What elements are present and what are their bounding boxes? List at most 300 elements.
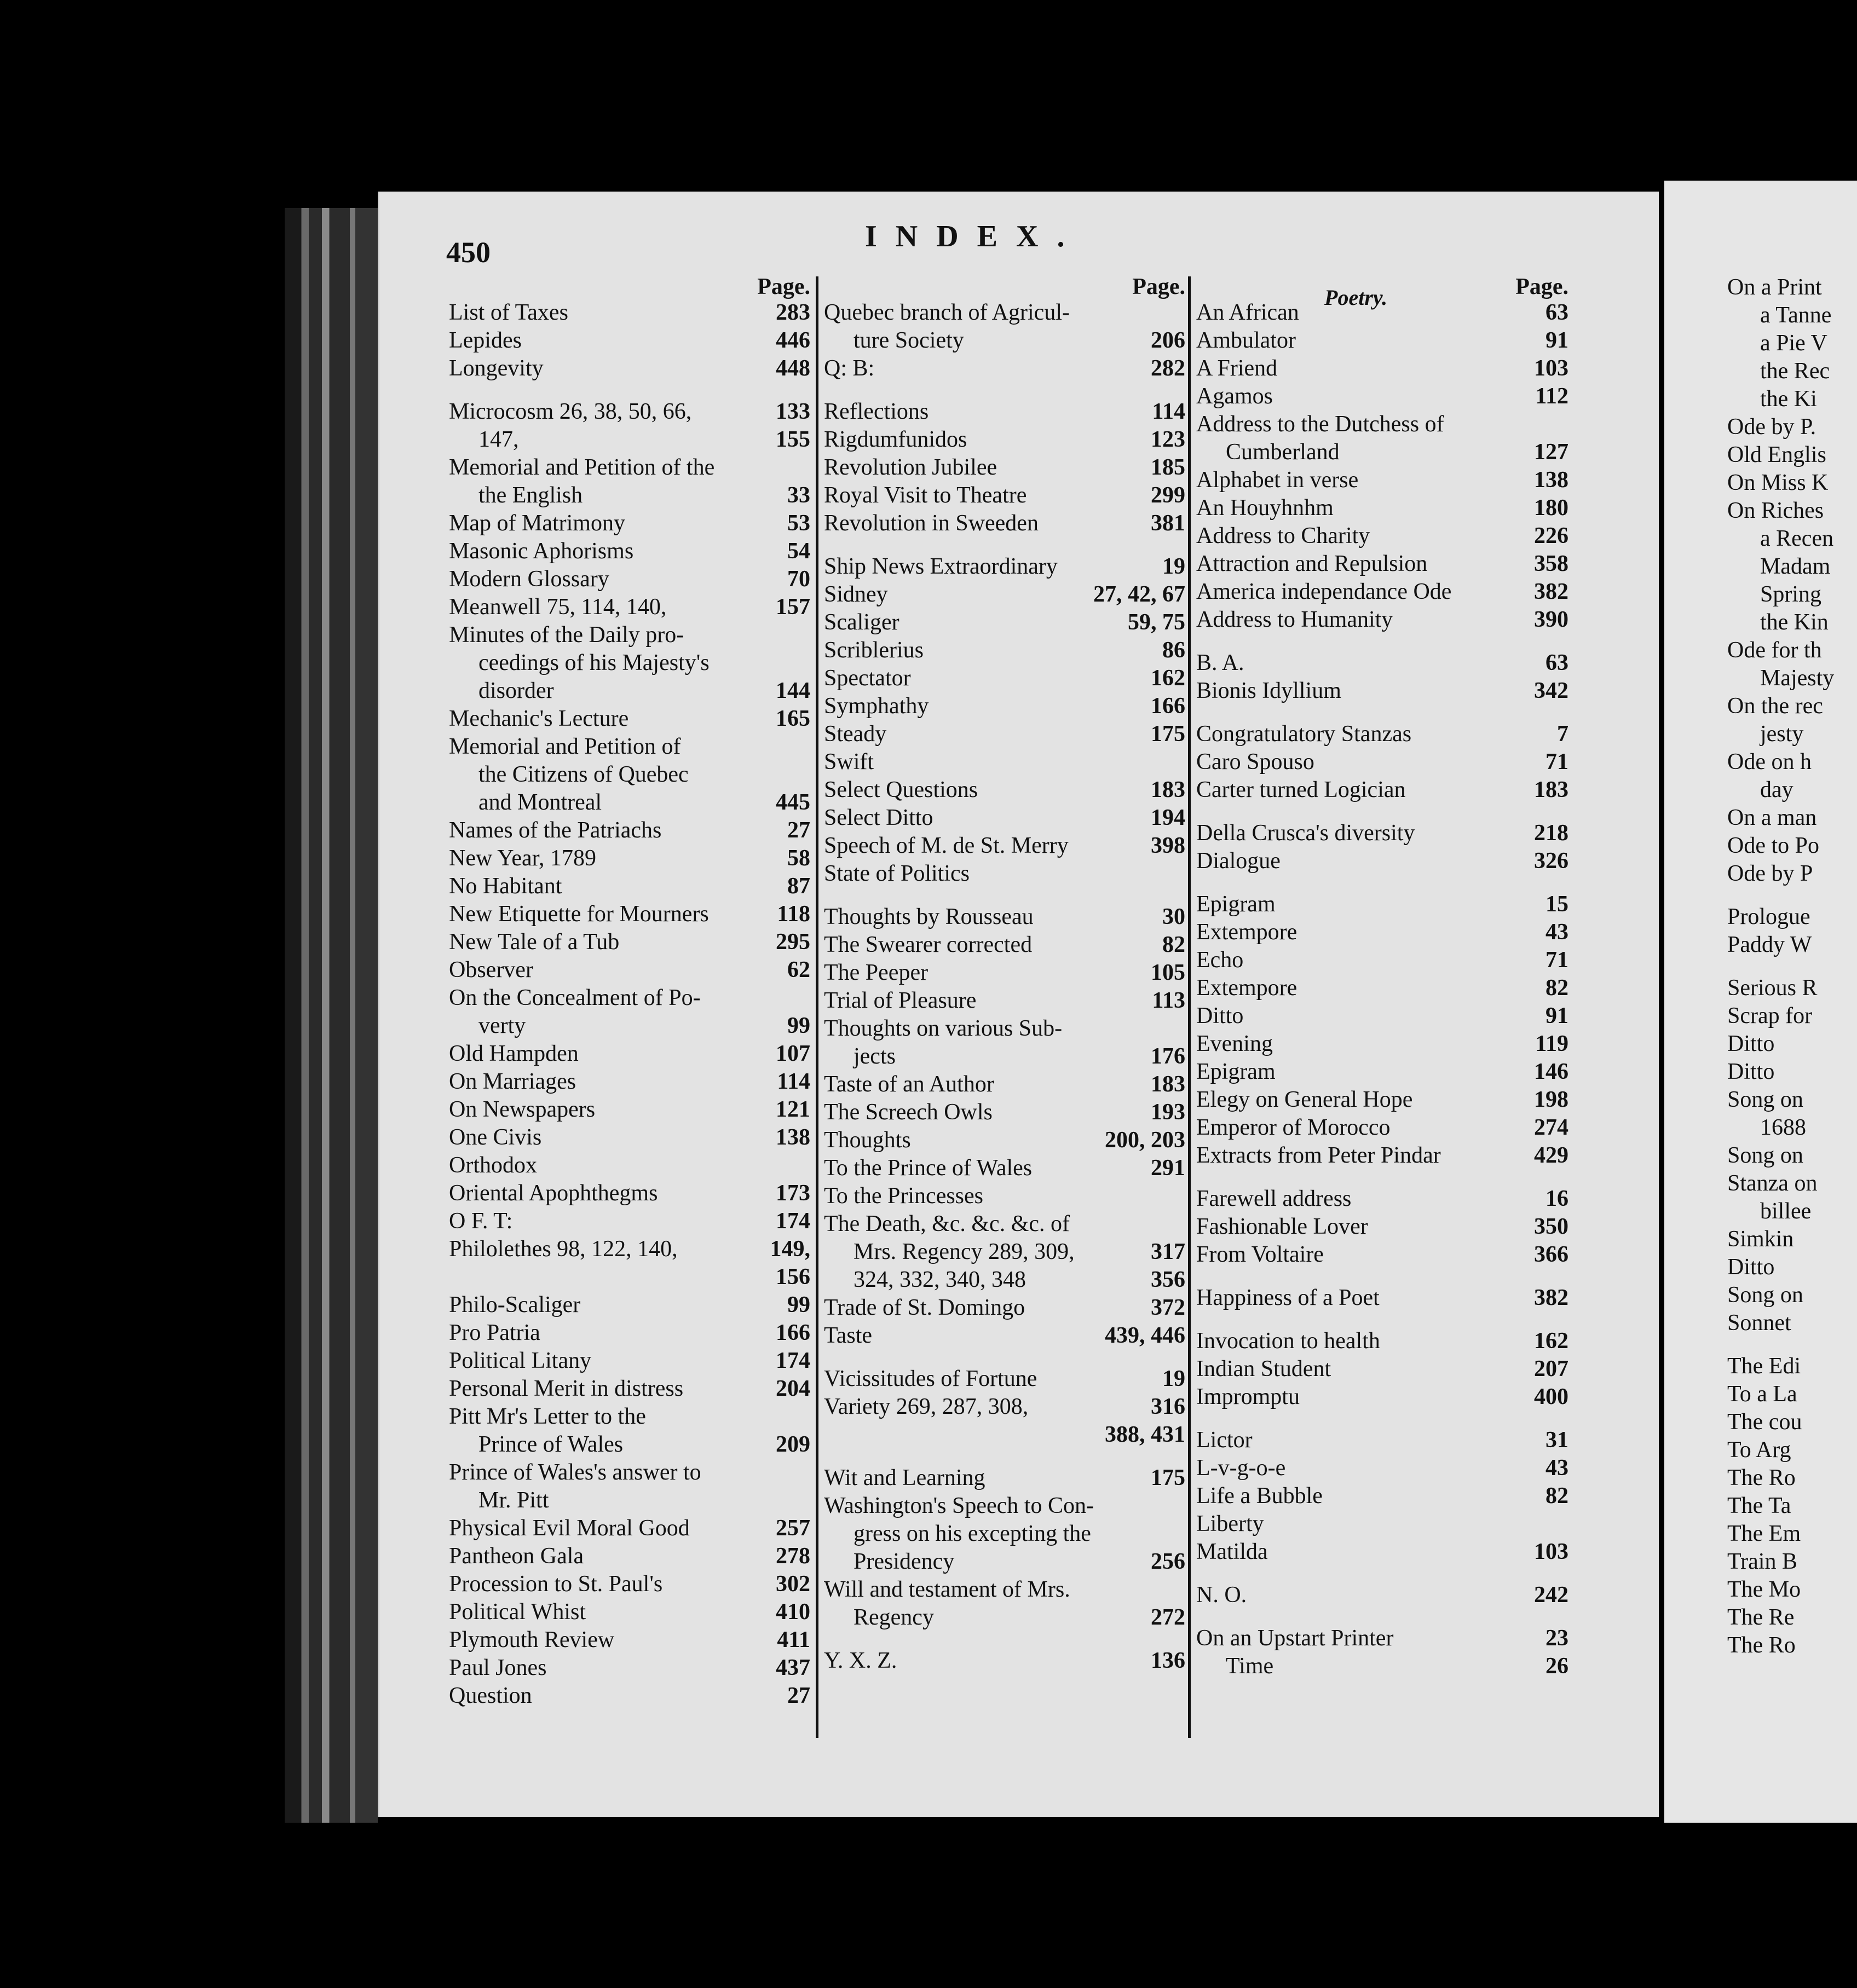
index-entry	[1196, 649, 1568, 677]
index-entry	[1196, 1426, 1568, 1454]
entry-page-ref: 316	[1151, 1394, 1185, 1419]
facing-page-line: Madam	[1760, 554, 1831, 579]
index-column-3-poetry	[1196, 274, 1568, 1680]
entry-page-ref: 437	[776, 1655, 810, 1680]
entry-page-ref: 429	[1534, 1143, 1568, 1168]
entry-page-ref: 183	[1151, 1072, 1185, 1097]
entry-page-ref: 149,	[770, 1236, 810, 1262]
entry-title: Impromptu	[1196, 1384, 1300, 1409]
index-entry	[449, 1431, 810, 1459]
entry-title: On the Concealment of Po-	[449, 985, 701, 1010]
entry-title: Scaliger	[824, 610, 899, 635]
index-entry	[1196, 494, 1568, 522]
entry-page-ref: 114	[1152, 399, 1185, 424]
index-entry	[449, 1152, 810, 1180]
facing-page-line: Ditto	[1727, 1255, 1775, 1280]
index-entry	[824, 860, 1185, 888]
facing-page-line: Ode to Po	[1727, 833, 1819, 858]
entry-page-ref: 448	[776, 356, 810, 381]
entry-title: Fashionable Lover	[1196, 1214, 1368, 1239]
entry-page-ref: 256	[1151, 1549, 1185, 1574]
facing-page-line: Stanza on	[1727, 1171, 1818, 1196]
entry-page-ref: 198	[1534, 1087, 1568, 1112]
index-entry	[1196, 974, 1568, 1002]
entry-title: Extracts from Peter Pindar	[1196, 1143, 1441, 1168]
index-entry	[824, 1520, 1185, 1548]
entry-title: Vicissitudes of Fortune	[824, 1366, 1037, 1391]
entry-page-ref: 291	[1151, 1155, 1185, 1181]
entry-title: Address to the Dutchess of	[1196, 412, 1444, 437]
entry-page-ref: 388, 431	[1105, 1422, 1185, 1447]
index-entry	[1196, 1581, 1568, 1609]
entry-page-ref: 439, 446	[1105, 1323, 1185, 1348]
entry-title: The Peeper	[824, 960, 928, 985]
section-heading: Poetry.	[1324, 285, 1388, 310]
entry-title: Attraction and Repulsion	[1196, 551, 1428, 576]
entry-title: The Death, &c. &c. &c. of	[824, 1211, 1070, 1236]
facing-page-line: To Arg	[1727, 1437, 1791, 1463]
index-entry	[1196, 1482, 1568, 1510]
entry-title: Elegy on General Hope	[1196, 1087, 1413, 1112]
entry-title: Minutes of the Daily pro-	[449, 622, 684, 648]
column-header	[449, 274, 810, 299]
entry-page-ref: 218	[1534, 820, 1568, 846]
index-entry	[1196, 606, 1568, 634]
entry-page-ref: 54	[787, 539, 810, 564]
index-entry	[824, 1576, 1185, 1604]
entry-title: Steady	[824, 721, 887, 747]
entry-title: Oriental Apophthegms	[449, 1181, 658, 1206]
entry-title: ture Society	[853, 328, 964, 353]
index-entry	[824, 299, 1185, 327]
entry-title: Emperor of Morocco	[1196, 1115, 1391, 1140]
index-entry	[824, 1154, 1185, 1182]
index-entry	[824, 1393, 1185, 1421]
index-entry	[449, 565, 810, 593]
entry-title: Agamos	[1196, 384, 1273, 409]
index-entry	[449, 454, 810, 482]
index-entry	[449, 789, 810, 817]
entry-title: New Tale of a Tub	[449, 929, 620, 955]
entry-page-ref: 156	[776, 1264, 810, 1290]
entry-title: Address to Humanity	[1196, 607, 1393, 632]
index-entry	[824, 832, 1185, 860]
facing-page-line: Simkin	[1727, 1227, 1794, 1252]
entry-title: Paul Jones	[449, 1655, 547, 1680]
index-entry	[824, 776, 1185, 804]
entry-title: Will and testament of Mrs.	[824, 1577, 1070, 1602]
index-entry	[1196, 1327, 1568, 1355]
index-entry	[1196, 1510, 1568, 1538]
index-entry	[1196, 383, 1568, 411]
index-entry	[824, 1266, 1185, 1294]
entry-title: New Etiquette for Mourners	[449, 901, 709, 927]
entry-page-ref: 23	[1545, 1626, 1568, 1651]
entry-title: verty	[478, 1013, 526, 1038]
facing-page-line: The Ta	[1727, 1493, 1791, 1518]
entry-page-ref: 155	[776, 427, 810, 452]
index-entry	[824, 637, 1185, 664]
entry-title: State of Politics	[824, 861, 970, 886]
entry-page-ref: 71	[1545, 749, 1568, 775]
index-entry	[824, 931, 1185, 959]
entry-page-ref: 162	[1534, 1328, 1568, 1354]
entry-title: Personal Merit in distress	[449, 1376, 684, 1401]
entry-page-ref: 162	[1151, 666, 1185, 691]
entry-page-ref: 82	[1545, 1483, 1568, 1509]
entry-page-ref: 175	[1151, 1465, 1185, 1490]
entry-title: Pro Patria	[449, 1320, 540, 1345]
entry-page-ref: 91	[1545, 328, 1568, 353]
facing-page-line: Serious R	[1727, 975, 1818, 1001]
entry-page-ref: 19	[1162, 554, 1185, 579]
index-entry	[824, 327, 1185, 355]
index-entry	[449, 1207, 810, 1235]
entry-title: An Houyhnhm	[1196, 495, 1334, 521]
entry-page-ref: 103	[1534, 356, 1568, 381]
entry-page-ref: 138	[1534, 467, 1568, 493]
index-entry	[824, 553, 1185, 581]
entry-title: disorder	[478, 678, 554, 703]
index-entry	[824, 664, 1185, 692]
entry-title: Epigram	[1196, 1059, 1276, 1084]
entry-page-ref: 19	[1162, 1366, 1185, 1391]
entry-title: Y. X. Z.	[824, 1648, 897, 1673]
entry-page-ref: 144	[776, 678, 810, 703]
index-entry	[1196, 522, 1568, 550]
entry-title: 324, 332, 340, 348	[853, 1267, 1026, 1292]
entry-title: Swift	[824, 749, 874, 775]
facing-page-line: the Rec	[1760, 359, 1830, 384]
entry-page-ref: 27	[787, 818, 810, 843]
index-entry	[449, 872, 810, 900]
entry-title: Della Crusca's diversity	[1196, 820, 1415, 846]
facing-page-line: a Recen	[1760, 526, 1834, 551]
entry-title: Revolution Jubilee	[824, 455, 997, 480]
entry-page-ref: 207	[1534, 1356, 1568, 1382]
index-entry	[824, 1548, 1185, 1576]
entry-title: Bionis Idyllium	[1196, 678, 1341, 703]
entry-page-ref: 226	[1534, 523, 1568, 548]
entry-title: Trial of Pleasure	[824, 988, 977, 1013]
entry-title: Pitt Mr's Letter to the	[449, 1404, 646, 1429]
entry-title: Evening	[1196, 1031, 1273, 1056]
index-entry	[1196, 748, 1568, 776]
index-entry	[1196, 776, 1568, 804]
facing-page-line: On a Print	[1727, 275, 1822, 300]
index-entry	[824, 748, 1185, 776]
entry-page-ref: 165	[776, 706, 810, 731]
entry-page-ref: 295	[776, 929, 810, 955]
entry-title: Address to Charity	[1196, 523, 1370, 548]
entry-page-ref: 372	[1151, 1295, 1185, 1320]
entry-title: Ditto	[1196, 1003, 1244, 1028]
entry-page-ref: 356	[1151, 1267, 1185, 1292]
entry-page-ref: 299	[1151, 483, 1185, 508]
index-entry	[449, 1515, 810, 1542]
entry-page-ref: 121	[776, 1097, 810, 1122]
index-entry	[1196, 1058, 1568, 1086]
entry-page-ref: 15	[1545, 892, 1568, 917]
index-entry	[449, 1319, 810, 1347]
index-entry	[824, 692, 1185, 720]
index-entry	[824, 581, 1185, 609]
entry-title: Farewell address	[1196, 1186, 1352, 1211]
entry-title: Extempore	[1196, 975, 1297, 1001]
entry-page-ref: 63	[1545, 300, 1568, 325]
index-entry	[449, 705, 810, 733]
index-entry	[824, 1043, 1185, 1071]
entry-title: ceedings of his Majesty's	[478, 650, 710, 675]
entry-title: Speech of M. de St. Merry	[824, 833, 1069, 858]
index-entry	[1196, 891, 1568, 918]
facing-page-line: Train B	[1727, 1549, 1797, 1574]
index-entry	[824, 482, 1185, 510]
index-entry	[1196, 466, 1568, 494]
facing-page-line: Paddy W	[1727, 932, 1812, 957]
facing-page-line: Ode by P.	[1727, 414, 1816, 440]
index-entry	[824, 426, 1185, 454]
index-entry	[824, 1421, 1185, 1449]
facing-page-line: a Tanne	[1760, 303, 1832, 328]
entry-title: Political Litany	[449, 1348, 592, 1373]
entry-title: Thoughts on various Sub-	[824, 1016, 1063, 1041]
index-entry	[449, 1403, 810, 1431]
index-entry	[449, 621, 810, 649]
index-entry	[824, 1294, 1185, 1322]
entry-page-ref: 173	[776, 1181, 810, 1206]
entry-title: New Year, 1789	[449, 846, 596, 871]
entry-page-ref: 43	[1545, 920, 1568, 945]
facing-page-line: On the rec	[1727, 694, 1823, 719]
section-heading	[449, 285, 757, 296]
entry-title: Memorial and Petition of	[449, 734, 681, 759]
entry-title: Echo	[1196, 947, 1244, 973]
entry-title: Longevity	[449, 356, 544, 381]
facing-page-line: Ode by P	[1727, 861, 1813, 886]
entry-page-ref: 381	[1151, 511, 1185, 536]
index-entry	[449, 510, 810, 538]
entry-title: Mrs. Regency 289, 309,	[853, 1239, 1075, 1264]
facing-page-line: The cou	[1727, 1409, 1802, 1435]
entry-title: Philolethes 98, 122, 140,	[449, 1236, 678, 1262]
entry-page-ref: 33	[787, 483, 810, 508]
facing-page-line: jesty	[1760, 721, 1804, 747]
column-header	[1196, 274, 1568, 310]
entry-title: Taste of an Author	[824, 1072, 994, 1097]
index-entry	[1196, 327, 1568, 355]
index-column-2	[824, 274, 1185, 1675]
facing-page-line: Scrap for	[1727, 1003, 1813, 1028]
entry-page-ref: 133	[776, 399, 810, 424]
entry-page-ref: 410	[776, 1599, 810, 1625]
entry-title: Q: B:	[824, 356, 875, 381]
entry-title: Prince of Wales	[478, 1432, 624, 1457]
index-entry	[449, 1682, 810, 1710]
index-entry	[449, 1375, 810, 1403]
index-entry	[824, 1604, 1185, 1632]
entry-page-ref: 398	[1151, 833, 1185, 858]
entry-title: Quebec branch of Agricul-	[824, 300, 1070, 325]
entry-title: the Citizens of Quebec	[478, 762, 689, 787]
entry-title: Political Whist	[449, 1599, 586, 1625]
entry-page-ref: 99	[787, 1292, 810, 1317]
index-entry	[449, 538, 810, 565]
page-column-label: Page.	[757, 274, 810, 299]
index-entry	[824, 987, 1185, 1015]
facing-page-line: Song on	[1727, 1143, 1803, 1168]
index-entry	[1196, 847, 1568, 875]
entry-page-ref: 107	[776, 1041, 810, 1066]
entry-title: Taste	[824, 1323, 873, 1348]
entry-page-ref: 30	[1162, 904, 1185, 929]
entry-page-ref: 26	[1545, 1654, 1568, 1679]
entry-title: Epigram	[1196, 892, 1276, 917]
facing-page-line: The Ro	[1727, 1633, 1796, 1658]
index-entry	[1196, 550, 1568, 578]
facing-page-line: The Em	[1727, 1521, 1801, 1546]
entry-page-ref: 27	[787, 1683, 810, 1708]
entry-page-ref: 58	[787, 846, 810, 871]
entry-page-ref: 302	[776, 1571, 810, 1597]
index-entry	[449, 1347, 810, 1375]
facing-page-column	[1727, 274, 1857, 1660]
entry-title: Dialogue	[1196, 848, 1281, 874]
entry-title: Regency	[853, 1605, 934, 1630]
entry-page-ref: 146	[1534, 1059, 1568, 1084]
entry-title: On Newspapers	[449, 1097, 596, 1122]
entry-title: Symphathy	[824, 694, 929, 719]
entry-title: On an Upstart Printer	[1196, 1626, 1394, 1651]
entry-title: Masonic Aphorisms	[449, 539, 634, 564]
entry-page-ref: 174	[776, 1209, 810, 1234]
facing-page-line: 1688	[1760, 1115, 1806, 1140]
entry-title: To the Prince of Wales	[824, 1155, 1033, 1181]
index-entry	[449, 1263, 810, 1291]
facing-page-line: Song on	[1727, 1087, 1803, 1112]
index-entry	[449, 1012, 810, 1040]
index-entry	[449, 398, 810, 426]
index-entry	[1196, 355, 1568, 383]
index-entry	[449, 733, 810, 761]
entry-title: Congratulatory Stanzas	[1196, 721, 1412, 747]
entry-title: Revolution in Sweeden	[824, 511, 1039, 536]
index-entry	[1196, 578, 1568, 606]
index-entry	[449, 1235, 810, 1263]
entry-title: Life a Bubble	[1196, 1483, 1323, 1509]
index-entry	[449, 355, 810, 383]
index-entry	[1196, 720, 1568, 748]
index-entry	[1196, 1241, 1568, 1269]
index-entry	[824, 903, 1185, 931]
entry-title: Observer	[449, 957, 533, 983]
entry-page-ref: 350	[1534, 1214, 1568, 1239]
entry-title: Time	[1226, 1654, 1274, 1679]
index-entry	[824, 609, 1185, 637]
facing-page-line: the Ki	[1760, 386, 1817, 412]
index-entry	[449, 593, 810, 621]
entry-page-ref: 174	[776, 1348, 810, 1373]
facing-page-line: To a La	[1727, 1382, 1797, 1407]
page-number: 450	[446, 236, 491, 269]
index-entry	[1196, 677, 1568, 705]
index-entry	[449, 1180, 810, 1207]
entry-page-ref: 87	[787, 874, 810, 899]
facing-page-line: The Ro	[1727, 1465, 1796, 1490]
entry-page-ref: 118	[777, 901, 810, 927]
index-entry	[1196, 1454, 1568, 1482]
entry-title: Indian Student	[1196, 1356, 1331, 1382]
facing-page-line: The Re	[1727, 1605, 1795, 1630]
index-entry	[824, 1464, 1185, 1492]
index-entry	[1196, 1355, 1568, 1383]
entry-page-ref: 112	[1535, 384, 1568, 409]
entry-title: Mechanic's Lecture	[449, 706, 629, 731]
entry-title: Memorial and Petition of the	[449, 455, 715, 480]
entry-page-ref: 63	[1545, 650, 1568, 675]
entry-page-ref: 317	[1151, 1239, 1185, 1264]
facing-page-line: On a man	[1727, 805, 1817, 830]
index-entry	[449, 900, 810, 928]
entry-title: Liberty	[1196, 1511, 1264, 1536]
entry-title: Select Questions	[824, 777, 978, 802]
index-entry	[824, 510, 1185, 538]
entry-title: 147,	[478, 427, 519, 452]
facing-page-line: On Miss K	[1727, 470, 1829, 495]
index-entry	[449, 482, 810, 510]
entry-page-ref: 200, 203	[1105, 1128, 1185, 1153]
entry-title: Mr. Pitt	[478, 1488, 549, 1513]
entry-page-ref: 157	[776, 594, 810, 620]
index-entry	[1196, 1114, 1568, 1142]
entry-title: Matilda	[1196, 1539, 1268, 1564]
entry-title: An African	[1196, 300, 1299, 325]
entry-title: Happiness of a Poet	[1196, 1285, 1380, 1310]
index-entry	[449, 426, 810, 454]
entry-title: Caro Spouso	[1196, 749, 1314, 775]
index-entry	[1196, 1538, 1568, 1566]
entry-page-ref: 16	[1545, 1186, 1568, 1211]
entry-title: From Voltaire	[1196, 1242, 1324, 1267]
entry-page-ref: 127	[1534, 440, 1568, 465]
entry-page-ref: 166	[776, 1320, 810, 1345]
column-divider	[816, 276, 818, 1738]
index-entry	[1196, 1284, 1568, 1312]
entry-page-ref: 446	[776, 328, 810, 353]
entry-page-ref: 193	[1151, 1100, 1185, 1125]
entry-page-ref: 62	[787, 957, 810, 983]
entry-page-ref: 175	[1151, 721, 1185, 747]
entry-title: Washington's Speech to Con-	[824, 1493, 1094, 1518]
index-entry	[449, 1096, 810, 1124]
entry-title: Invocation to health	[1196, 1328, 1380, 1354]
entry-title: Prince of Wales's answer to	[449, 1460, 701, 1485]
index-entry	[449, 761, 810, 789]
facing-page-line: Sonnet	[1727, 1310, 1791, 1336]
entry-page-ref: 282	[1151, 356, 1185, 381]
entry-title: Lepides	[449, 328, 522, 353]
index-entry	[449, 1459, 810, 1487]
facing-page-line: day	[1760, 777, 1793, 802]
index-entry	[449, 845, 810, 872]
entry-title: Lictor	[1196, 1428, 1253, 1453]
facing-page-line: Ditto	[1727, 1059, 1775, 1084]
entry-title: B. A.	[1196, 650, 1244, 675]
entry-page-ref: 113	[1152, 988, 1185, 1013]
entry-page-ref: 123	[1151, 427, 1185, 452]
index-entry	[1196, 1213, 1568, 1241]
index-entry	[824, 1015, 1185, 1043]
